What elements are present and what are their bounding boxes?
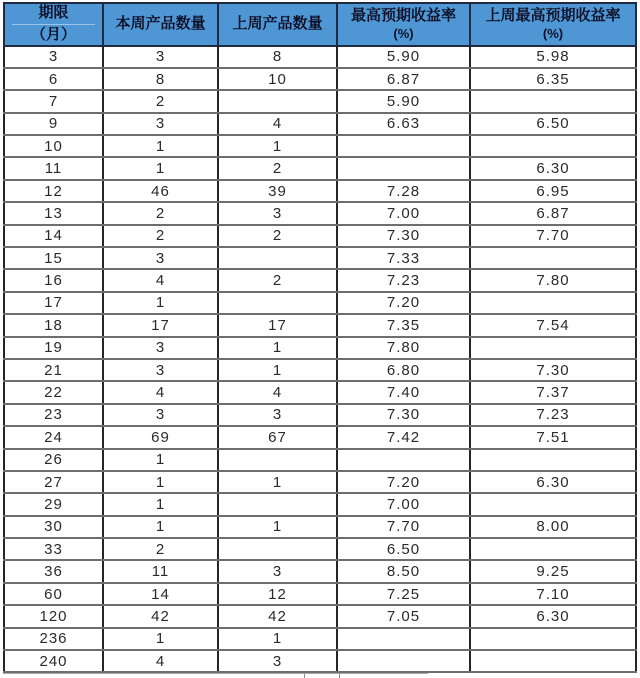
cell-term: 36: [4, 560, 103, 582]
col-header-last-week-max-yield-line1: 上周最高预期收益率: [485, 6, 621, 24]
col-header-this-week-count: 本周产品数量: [103, 3, 218, 46]
cell-last-week-count: 1: [218, 135, 337, 157]
cell-this-week-count: 1: [103, 516, 218, 538]
cell-this-week-count: 4: [103, 269, 218, 291]
table-row: [4, 337, 636, 359]
table-row: [4, 381, 636, 403]
cropped-next-row-artifact: [3, 673, 428, 678]
header-row: [4, 3, 636, 46]
col-header-term: [4, 3, 103, 46]
cell-term: 240: [4, 650, 103, 672]
cell-last-week-count: 3: [218, 404, 337, 426]
col-header-max-yield-line2: (%): [393, 25, 414, 41]
cell-last-week-max-yield: 7.80: [470, 269, 636, 291]
cell-term: 12: [4, 180, 103, 202]
cell-max-yield: [337, 157, 470, 179]
table-row: [4, 583, 636, 605]
cell-last-week-max-yield: 7.51: [470, 426, 636, 448]
cell-term: 22: [4, 381, 103, 403]
col-header-term-line1: 期限: [38, 4, 69, 21]
col-header-last-week-count: 上周产品数量: [218, 3, 337, 46]
cell-this-week-count: 1: [103, 135, 218, 157]
cell-last-week-count: 1: [218, 471, 337, 493]
col-header-max-yield: [337, 3, 470, 46]
cell-term: 120: [4, 605, 103, 627]
cell-last-week-count: [218, 493, 337, 515]
table-row: [4, 68, 636, 90]
cell-last-week-max-yield: [470, 292, 636, 314]
cell-term: 23: [4, 404, 103, 426]
cell-last-week-max-yield: 7.10: [470, 583, 636, 605]
cell-term: 6: [4, 68, 103, 90]
cell-max-yield: 6.80: [337, 359, 470, 381]
table-row: [4, 292, 636, 314]
cell-this-week-count: 1: [103, 471, 218, 493]
cell-max-yield: 7.70: [337, 516, 470, 538]
table-row: [4, 202, 636, 224]
cell-last-week-count: 42: [218, 605, 337, 627]
cell-this-week-count: 3: [103, 359, 218, 381]
table-body: [4, 46, 636, 673]
table-row: [4, 247, 636, 269]
cell-last-week-count: 67: [218, 426, 337, 448]
table-row: [4, 180, 636, 202]
cell-max-yield: 7.80: [337, 337, 470, 359]
cell-last-week-max-yield: 6.30: [470, 471, 636, 493]
cell-term: 21: [4, 359, 103, 381]
cell-max-yield: 7.35: [337, 314, 470, 336]
cell-this-week-count: 17: [103, 314, 218, 336]
cell-this-week-count: 69: [103, 426, 218, 448]
table-row: [4, 449, 636, 471]
table-row: [4, 404, 636, 426]
table-row: [4, 90, 636, 112]
cell-max-yield: [337, 628, 470, 650]
cell-max-yield: [337, 449, 470, 471]
cell-last-week-max-yield: [470, 493, 636, 515]
table-row: [4, 426, 636, 448]
col-header-last-week-max-yield-line2: (%): [542, 25, 564, 41]
cell-term: 18: [4, 314, 103, 336]
cell-this-week-count: 1: [103, 157, 218, 179]
table-row: [4, 493, 636, 515]
table-row: [4, 471, 636, 493]
cell-this-week-count: 1: [103, 292, 218, 314]
cell-this-week-count: 2: [103, 225, 218, 247]
cell-this-week-count: 3: [103, 46, 218, 68]
cell-term: 60: [4, 583, 103, 605]
cell-term: 14: [4, 225, 103, 247]
table-row: [4, 560, 636, 582]
cell-max-yield: 7.42: [337, 426, 470, 448]
cell-last-week-max-yield: [470, 650, 636, 672]
table-row: [4, 650, 636, 672]
cell-last-week-max-yield: 6.87: [470, 202, 636, 224]
cell-term: 26: [4, 449, 103, 471]
cell-max-yield: 7.28: [337, 180, 470, 202]
cell-last-week-count: [218, 247, 337, 269]
cell-max-yield: 7.40: [337, 381, 470, 403]
cell-last-week-max-yield: 7.70: [470, 225, 636, 247]
cell-last-week-count: 8: [218, 46, 337, 68]
cell-max-yield: 6.63: [337, 113, 470, 135]
cell-last-week-count: [218, 90, 337, 112]
cell-last-week-count: 3: [218, 202, 337, 224]
table-row: [4, 225, 636, 247]
cell-this-week-count: 3: [103, 404, 218, 426]
cell-last-week-max-yield: 7.23: [470, 404, 636, 426]
cell-this-week-count: 2: [103, 90, 218, 112]
cell-term: 10: [4, 135, 103, 157]
cell-max-yield: [337, 650, 470, 672]
cell-last-week-count: 12: [218, 583, 337, 605]
cell-this-week-count: 1: [103, 449, 218, 471]
table-row: [4, 157, 636, 179]
cell-this-week-count: 3: [103, 247, 218, 269]
cell-last-week-max-yield: 7.30: [470, 359, 636, 381]
cell-last-week-count: 4: [218, 113, 337, 135]
table-row: [4, 46, 636, 68]
cell-last-week-max-yield: [470, 90, 636, 112]
table-row: [4, 135, 636, 157]
cell-max-yield: 7.00: [337, 202, 470, 224]
cell-max-yield: 8.50: [337, 560, 470, 582]
cell-term: 15: [4, 247, 103, 269]
cell-this-week-count: 1: [103, 493, 218, 515]
cell-last-week-count: 1: [218, 337, 337, 359]
cell-this-week-count: 14: [103, 583, 218, 605]
cell-this-week-count: 8: [103, 68, 218, 90]
col-header-last-week-max-yield: [470, 3, 636, 46]
table-row: [4, 314, 636, 336]
cell-term: 13: [4, 202, 103, 224]
cell-this-week-count: 3: [103, 337, 218, 359]
cell-this-week-count: 4: [103, 381, 218, 403]
cell-this-week-count: 11: [103, 560, 218, 582]
table-row: [4, 359, 636, 381]
cell-max-yield: 6.87: [337, 68, 470, 90]
cell-last-week-max-yield: 9.25: [470, 560, 636, 582]
products-by-term-table: [3, 2, 637, 673]
cell-term: 30: [4, 516, 103, 538]
cell-last-week-count: 39: [218, 180, 337, 202]
cell-last-week-max-yield: [470, 247, 636, 269]
cell-max-yield: 7.23: [337, 269, 470, 291]
cell-term: 17: [4, 292, 103, 314]
cell-last-week-max-yield: 6.35: [470, 68, 636, 90]
cell-last-week-max-yield: [470, 628, 636, 650]
cell-this-week-count: 3: [103, 113, 218, 135]
cell-last-week-count: [218, 449, 337, 471]
cell-last-week-max-yield: 6.50: [470, 113, 636, 135]
table-row: [4, 538, 636, 560]
cell-max-yield: 5.90: [337, 90, 470, 112]
cell-term: 16: [4, 269, 103, 291]
cell-last-week-max-yield: 6.30: [470, 157, 636, 179]
cell-max-yield: 7.30: [337, 404, 470, 426]
cell-last-week-max-yield: 7.54: [470, 314, 636, 336]
products-by-term-table-wrap: [3, 2, 637, 673]
term-header-divider-line: [12, 24, 95, 25]
cell-max-yield: 5.90: [337, 46, 470, 68]
cell-max-yield: 7.30: [337, 225, 470, 247]
cropped-cell-divider-tick: [339, 674, 340, 678]
cell-last-week-count: [218, 292, 337, 314]
cell-term: 29: [4, 493, 103, 515]
cell-last-week-max-yield: 6.95: [470, 180, 636, 202]
cell-max-yield: 7.25: [337, 583, 470, 605]
cell-max-yield: 7.20: [337, 292, 470, 314]
col-header-term-line2: （月）: [30, 25, 76, 43]
table-row: [4, 269, 636, 291]
table-row: [4, 628, 636, 650]
cell-last-week-max-yield: 6.30: [470, 605, 636, 627]
cell-last-week-count: 4: [218, 381, 337, 403]
cell-last-week-max-yield: 8.00: [470, 516, 636, 538]
table-row: [4, 516, 636, 538]
cell-last-week-count: 2: [218, 225, 337, 247]
col-header-max-yield-line1: 最高预期收益率: [350, 6, 456, 24]
cell-this-week-count: 2: [103, 202, 218, 224]
cell-last-week-max-yield: [470, 449, 636, 471]
table-header: [4, 3, 636, 46]
cell-this-week-count: 46: [103, 180, 218, 202]
cell-max-yield: 6.50: [337, 538, 470, 560]
cell-last-week-count: 3: [218, 650, 337, 672]
cropped-cell-divider-tick: [304, 674, 305, 678]
cell-last-week-count: 10: [218, 68, 337, 90]
cell-term: 236: [4, 628, 103, 650]
cell-max-yield: 7.20: [337, 471, 470, 493]
cell-last-week-count: [218, 538, 337, 560]
cell-term: 24: [4, 426, 103, 448]
cell-this-week-count: 2: [103, 538, 218, 560]
cell-last-week-max-yield: [470, 135, 636, 157]
table-row: [4, 113, 636, 135]
cell-term: 33: [4, 538, 103, 560]
cell-this-week-count: 4: [103, 650, 218, 672]
cell-last-week-count: 2: [218, 157, 337, 179]
cell-last-week-count: 1: [218, 516, 337, 538]
cell-this-week-count: 1: [103, 628, 218, 650]
cell-this-week-count: 42: [103, 605, 218, 627]
cell-last-week-max-yield: 7.37: [470, 381, 636, 403]
cell-max-yield: 7.05: [337, 605, 470, 627]
cell-term: 3: [4, 46, 103, 68]
cell-term: 27: [4, 471, 103, 493]
cell-max-yield: [337, 135, 470, 157]
cell-term: 19: [4, 337, 103, 359]
cell-last-week-max-yield: [470, 538, 636, 560]
cell-term: 11: [4, 157, 103, 179]
cell-term: 7: [4, 90, 103, 112]
cell-last-week-count: 2: [218, 269, 337, 291]
cell-last-week-count: 17: [218, 314, 337, 336]
cell-max-yield: 7.33: [337, 247, 470, 269]
cell-last-week-count: 1: [218, 628, 337, 650]
table-row: [4, 605, 636, 627]
cell-last-week-count: 3: [218, 560, 337, 582]
cell-last-week-count: 1: [218, 359, 337, 381]
cell-max-yield: 7.00: [337, 493, 470, 515]
cell-last-week-max-yield: [470, 337, 636, 359]
cell-last-week-max-yield: 5.98: [470, 46, 636, 68]
cell-term: 9: [4, 113, 103, 135]
